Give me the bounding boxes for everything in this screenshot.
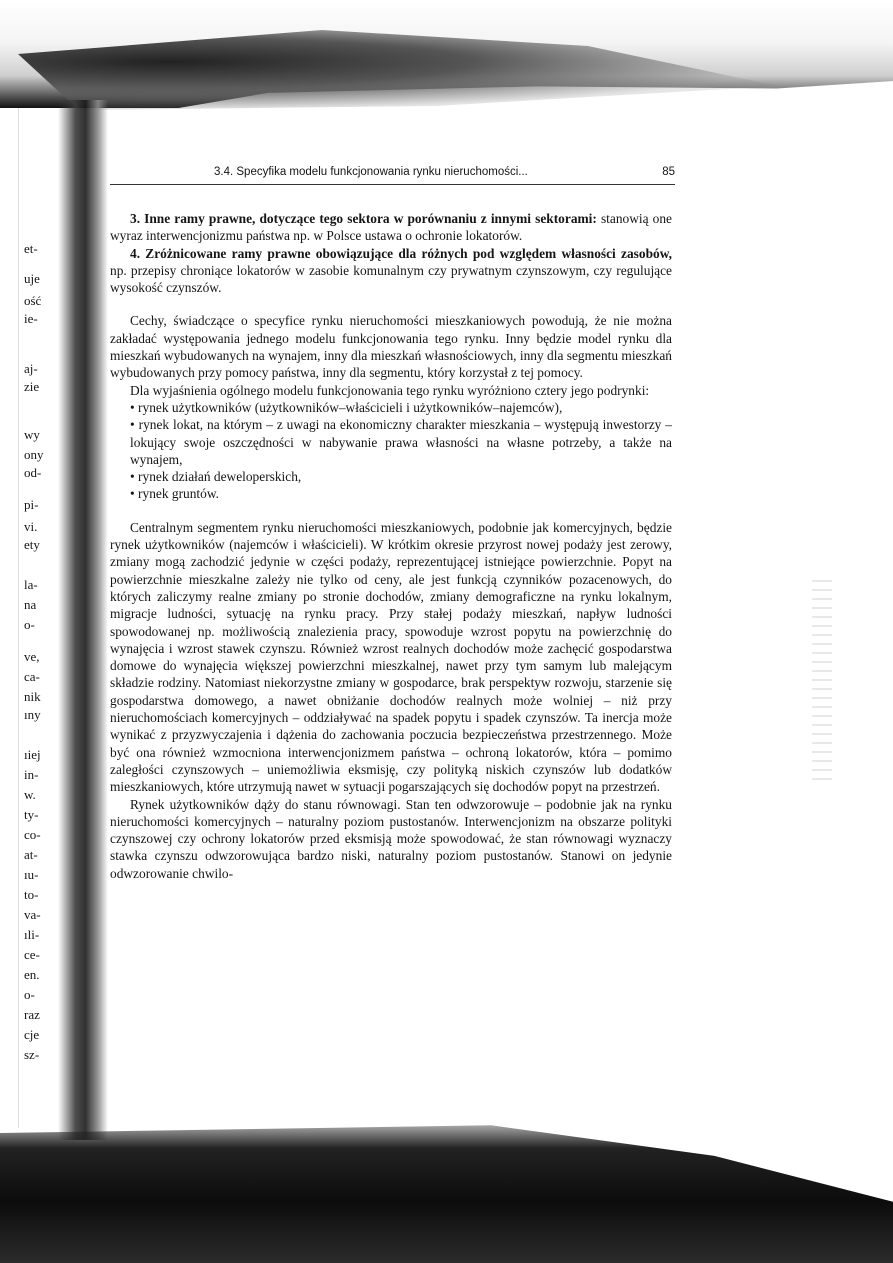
bullet-item: • rynek użytkowników (użytkowników–właścicieli i użytkowników–najemców), [130,399,563,415]
margin-fragment: sz- [24,1047,40,1062]
margin-fragment: et- [24,241,38,256]
list-item-4-heading: 4. Zróżnicowane ramy prawne obowiązujące dla różnych pod względem własności zasobów, [130,245,672,261]
margin-fragment: ca- [24,669,40,684]
margin-fragment: in- [24,767,39,782]
paragraph: Centralnym segmentem rynku nieruchomości mieszkaniowych, podobnie jak komercyjnych, będzie rynek użytkowników (najemców i właścicieli). W krótkim okresie przyrost nowej podaży jest zerowy, zmiany mogą zachodzić jedynie w części podaży, reprezentującej istniejące powierzchnie. Popyt na powierzchnie mieszkalne zależy nie tylko od ceny, ale jest funkcją czynników pozacenowych, do których zaliczymy realne zmiany po stronie dochodów, zmiany demograficzne na rynku lokalnym, migracje ludności, sytuację na rynku pracy. Przy stałej podaży mieszkań, napływ ludności spowodowanej np. możliwością znalezienia pracy, spowoduje wzrost popytu na powierzchnię do wynajęcia i wzrost stawek czynszu. Również wzrost realnych dochodów może zachęcić gospodarstwa domowe do wynajęcia większej powierzchni mieszkalnej, nawet przy tym samym lub malejącym składzie rodziny. Natomiast niekorzystne zmiany w gospodarce, brak perspektyw rozwoju, starzenie się gospodarstwa domowego, a nawet obniżanie dochodów realnych może wolniej – niż przy nieruchomościach komercyjnych – oddziaływać na spadek popytu i spadek czynszów. Ta inercja może wynikać z przyzwyczajenia i dążenia do zachowania poczucia bezpieczeństwa przestrzennego. Może być ona również wzmocniona interwencjonizmem państwa – ochroną lokatorów, która – pomimo zaległości czynszowych – uniemożliwia eksmisję, czy polityką niskich czynszów lub dodatków mieszkaniowych, które utrzymują nawet w sytuacji pogarszających się dochodów popyt na przestrzeń. [110,519,672,795]
margin-fragment: ony [24,447,44,462]
margin-fragment: cje [24,1027,40,1042]
margin-fragment: o- [24,987,35,1002]
paragraph: Rynek użytkowników dąży do stanu równowagi. Stan ten odwzorowuje – podobnie jak na rynku nieruchomości komercyjnych – naturalny poziom pustostanów. Interwencjonizm na obszarze polityki czynszowej czy ochrony lokatorów przed eksmisją może spowodować, że stan równowagi wyznaczy stawka czynszu odwzorowująca bardzo niski, naturalny poziom pustostanów. Stanowi on jedynie odwzorowanie chwilo- [110,796,672,881]
margin-fragment: ie- [24,311,38,326]
list-item-4 [110,245,672,297]
margin-fragment: wy [24,427,40,442]
margin-fragment: ve, [24,649,40,664]
list-item-3 [110,210,672,245]
bullet-item: • rynek gruntów. [130,486,219,502]
margin-fragment: ość [24,293,42,308]
margin-fragment: o- [24,617,35,632]
margin-fragment: ıli- [24,927,40,942]
margin-fragment: vi. [24,519,38,534]
list-item-4-text: np. przepisy chroniące lokatorów w zasobie komunalnym czy prywatnym czynszowym, czy regulujące wysokość czynszów. [110,262,672,296]
book-binding-shadow [58,100,108,1140]
paragraph: Cechy, świadczące o specyfice rynku nieruchomości mieszkaniowych powodują, że nie można zakładać występowania jednego modelu funkcjonowania tego rynku. Inny będzie model rynku dla mieszkań wybudowanych na wynajem, inny dla mieszkań własnościowych, inny dla segmentu mieszkań wybudowanych przy pomocy państwa, inny dla segmentu, który korzystał z tej pomocy. [110,313,672,381]
margin-fragment: to- [24,887,39,902]
margin-fragment: nik [24,689,41,704]
bullet-item: • rynek lokat, na którym – z uwagi na ekonomiczny charakter mieszkania – występują inwestorzy – lokujący swoje oszczędności w nabywanie prawa własności na własne potrzeby, a także na wynajem, [130,417,672,467]
margin-fragment: at- [24,847,38,862]
margin-fragment: raz [24,1007,40,1022]
margin-fragment: ıiej [24,747,41,762]
margin-fragment: ce- [24,947,40,962]
margin-fragment: ıu- [24,867,39,882]
paragraph: Dla wyjaśnienia ogólnego modelu funkcjonowania tego rynku wyróżniono cztery jego podrynki: [130,382,650,398]
margin-fragment: uje [24,271,40,286]
margin-fragment: co- [24,827,41,842]
margin-fragment: w. [24,787,36,802]
previous-page-strip [0,108,19,1128]
margin-fragment: aj- [24,361,38,376]
scan-shadow-bottom [0,1110,893,1263]
margin-fragment: en. [24,967,40,982]
margin-fragment: na [24,597,37,612]
page-number: 85 [662,166,675,178]
margin-fragment: va- [24,907,41,922]
running-header [110,160,675,185]
scan-noise-right [812,580,832,780]
margin-fragment: la- [24,577,38,592]
running-header-title: 3.4. Specyfika modelu funkcjonowania rynku nieruchomości... [214,166,528,178]
margin-fragment: pi- [24,497,39,512]
margin-fragment: ty- [24,807,39,822]
list-item-3-text: stanowią one wyraz interwencjonizmu państwa np. w Polsce ustawa o ochronie lokatorów. [110,211,672,244]
body-text [110,210,672,882]
margin-fragment: od- [24,465,42,480]
list-item-3-heading: 3. Inne ramy prawne, dotyczące tego sektora w porównaniu z innymi sektorami: [130,211,597,226]
bullet-item: • rynek działań deweloperskich, [130,469,302,485]
margin-fragment: ety [24,537,40,552]
margin-fragment: zie [24,379,40,394]
margin-fragment: ıny [24,707,41,722]
